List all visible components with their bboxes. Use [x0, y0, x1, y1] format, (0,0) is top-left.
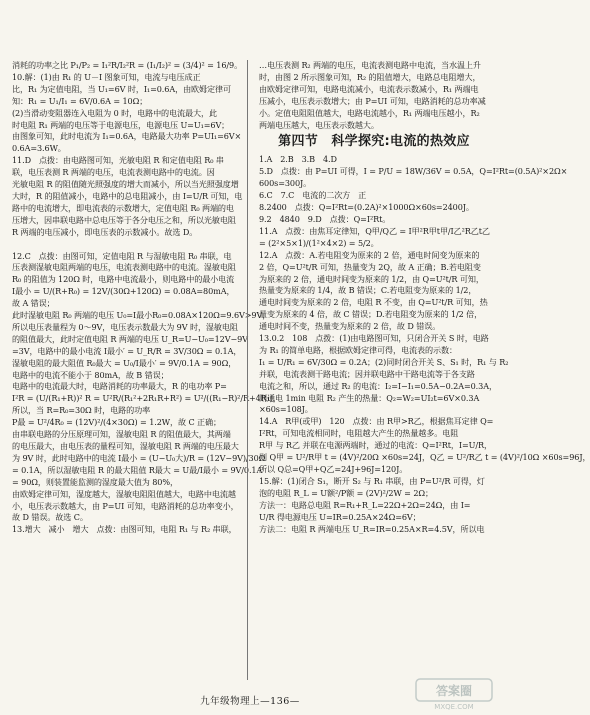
text-line: 此时湿敏电阻 R₀ 两端的电压 U₀=I最小R₀=0.08A×120Ω=9.6V>9V， — [12, 310, 271, 321]
text-line: 所以，当 R=R₀=30Ω 时，电路的功率 — [12, 405, 151, 416]
text-line: 11.D 点拨：由电路图可知，光敏电阻 R 和定值电阻 R₀ 串 — [12, 155, 224, 166]
text-line: 通电时间变为原来的 2 倍，电阻 R 不变，由 Q=U²t/R 可知，热 — [259, 297, 488, 308]
text-line: 13.0.2 108 点拨：(1)由电路图可知，只闭合开关 S 时，电路 — [259, 333, 489, 344]
text-line: 由图象可知，此时电流为 I₁=0.6A，电路最大功率 P=UI₁=6V× — [12, 131, 242, 142]
text-line: 湿敏电阻的最大阻值 R₀最大 = U₀/I最小′ = 9V/0.1A = 90Ω， — [12, 357, 237, 368]
text-line: 为原来的 2 倍，通电时间变为原来的 1/2，由 Q=U²t/R 可知， — [259, 273, 484, 284]
text-line: 所以电压表量程为 0～9V，电压表示数最大为 9V 时，湿敏电阻 — [12, 321, 238, 332]
text-line: 电流之和，所以，通过 R₂ 的电流：I₂=I−I₁=0.5A−0.2A=0.3A， — [259, 380, 497, 391]
text-line: 消耗的功率之比 P₁/P₂ = I₁²R/I₂²R = (I₁/I₂)² = (3/4)² = 16/9。 — [12, 60, 243, 70]
text-line: 由欧姆定律可知，电路电流减小，电流表示数减小，R₁ 两端电 — [259, 83, 479, 94]
text-line: 故 A 错误； — [12, 298, 55, 309]
text-line: 12.A 点拨：A.若电阻变为原来的 2 倍，通电时间变为原来的 — [259, 249, 480, 260]
text-line: R甲 与 R乙 并联在电源两端时，通过的电流：Q=I²Rt，I=U/R， — [259, 440, 493, 451]
text-line: 比，R₁ 为定值电阻，当 U₁=6V 时，I₁=0.6A，由欧姆定律可 — [12, 83, 232, 94]
text-line: 8.2400 点拨：Q=I²Rt=(0.2A)²×1000Ω×60s=2400J。 — [259, 202, 474, 213]
text-line: 的阻值最大，此时定值电阻 R 两端的电压 U_R=U−U₀=12V−9V — [12, 333, 248, 344]
text-line: 联，电压表测 R 两端的电压，电流表测电路中的电流。因 — [12, 167, 215, 178]
text-line: 时电阻 R₁ 两端的电压等于电源电压，电源电压 U=U₁=6V； — [12, 119, 230, 130]
text-line: 方法一：电路总电阻 R=R₁+R_L=22Ω+2Ω=24Ω，由 I= — [259, 499, 471, 510]
text-line: 则 Q甲 = U²/R甲 t = (4V)²/20Ω ×60s=24J，Q乙 = U²/R乙 t = (4V)²/10Ω ×60s=96J， — [259, 452, 590, 463]
text-line: 14.A R甲(或甲) 120 点拨：由 R甲>R乙，根据焦耳定律 Q= — [259, 416, 494, 427]
text-line: 2 倍，Q=U²t/R 可知，热量变为 2Q，故 A 正确；B.若电阻变 — [259, 261, 481, 272]
text-line: 1.A 2.B 3.B 4.D — [259, 154, 337, 165]
text-line: 热量变为原来的 1/4，故 B 错误；C.若电阻变为原来的 1/2， — [259, 285, 477, 296]
text-line: I₁ = U/R₁ = 6V/30Ω = 0.2A；(2)同时闭合开关 S、S₁ 时，R₁ 与 R₂ — [259, 356, 509, 367]
text-line: 量变为原来的 4 倍，故 C 错误；D.若电阻变为原来的 1/2 倍， — [259, 309, 483, 320]
text-line: 由串联电路的分压原理可知，湿敏电阻 R 的阻值最大，其两端 — [12, 429, 231, 440]
text-line: 压表测湿敏电阻两端的电压，电流表测电路中的电流。湿敏电阻 — [12, 262, 236, 273]
text-line: 小。定值电阻阻值越大，电路电流越小，R₁ 两端电压越小，R₂ — [259, 107, 480, 118]
svg-text:MXQE.COM: MXQE.COM — [434, 703, 474, 711]
text-line: 13.增大 减小 增大 点拨：由图可知，电阻 R₁ 与 R₂ 串联， — [12, 524, 237, 535]
text-line: 压减小，电压表示数增大；由 P=UI 可知，电路消耗的总功率减 — [259, 95, 486, 106]
text-line: U/R 得电源电压 U=IR=0.25A×24Ω=6V； — [259, 511, 421, 522]
text-line: 为 9V 时，此时电路中的电流 I最小 = (U−U₀大)/R = (12V−9V)/30Ω — [12, 452, 266, 463]
text-line: 11.A 点拨：由焦耳定律知，Q甲/Q乙 = I甲²R甲t甲/I乙²R乙t乙 — [259, 225, 490, 236]
text-line: 路中的电流增大，即电流表的示数增大，定值电阻 R₀ 两端的电 — [12, 202, 234, 213]
text-line: 的电压最大，由电压表的量程可知，湿敏电阻 R 两端的电压最大 — [12, 441, 239, 451]
text-line: = (2²×5×1)/(1²×4×2) = 5/2。 — [259, 237, 379, 248]
text-line: 两端电压越大，电压表示数越大。 — [259, 119, 379, 130]
text-line: 方法二：电阻 R 两端电压 U_R=IR=0.25A×R=4.5V，所以电 — [259, 523, 485, 534]
svg-text:答案圈: 答案圈 — [435, 684, 473, 698]
text-line: 光敏电阻 R 的阻值随光照强度的增大而减小，所以当光照强度增 — [12, 179, 239, 190]
text-line: = 0.1A，所以湿敏电阻 R 的最大阻值 R最大 = U最/I最小 = 9V/0.1A — [12, 464, 263, 475]
text-line: R 两端的电压减小，即电压表的示数减小。故选 D。 — [12, 226, 198, 237]
text-line: …电压表测 R₂ 两端的电压，电流表测电路中电流，当水温上升 — [259, 60, 481, 70]
text-line: 泡的电阻 R_L = U额²/P额 = (2V)²/2W = 2Ω； — [259, 487, 433, 498]
watermark-logo — [414, 676, 494, 712]
text-line: P最 = U²/4R₀ = (12V)²/(4×30Ω) = 1.2W，故 C 正确； — [12, 417, 221, 428]
text-line — [12, 239, 240, 251]
right-column-top-text — [259, 60, 489, 131]
text-line: 0.6A=3.6W。 — [12, 143, 66, 154]
text-line: 10.解：(1)由 R₁ 的 U－I 图象可知，电流与电压成正 — [12, 71, 201, 82]
text-line: 9.2 4840 9.D 点拨：Q=I²Rt。 — [259, 213, 391, 224]
text-line: 电路中的电流不能小于 80mA，故 B 错误； — [12, 369, 169, 380]
text-line: 600s=300J。 — [259, 178, 312, 189]
text-line: 并联，电流表测干路电流；因并联电路中干路电流等于各支路 — [259, 368, 475, 379]
column-divider — [247, 60, 248, 680]
text-line: 5.D 点拨：由 P=UI 可得，I = P/U = 18W/36V = 0.5A，Q=I²Rt=(0.5A)²×2Ω× — [259, 166, 568, 177]
text-line: 故 D 错误。故选 C。 — [12, 512, 88, 523]
text-line: 知：R₁ = U₁/I₁ = 6V/0.6A = 10Ω； — [12, 95, 148, 106]
text-line: R₀ 的阻值为 120Ω 时，电路中电流最小，则电路中的最小电流 — [12, 274, 235, 285]
text-line: I²R = (U/(R₁+R))² R = U²R/(R₁²+2R₁R+R²) = U²/((R₁−R)²/R+4R₁)， — [12, 393, 281, 404]
text-line: ×60s=108J。 — [259, 404, 313, 415]
text-line: 为 R₁ 的简单电路，根据欧姆定律可得，电流表的示数： — [259, 344, 457, 355]
right-column — [259, 60, 590, 680]
text-line: 则通电 1min 电阻 R₂ 产生的热量：Q₂=W₂=UI₂t=6V×0.3A — [259, 392, 480, 403]
text-line: 12.C 点拨：由图可知，定值电阻 R 与湿敏电阻 R₀ 串联，电 — [12, 250, 232, 261]
text-line: 小，电压表示数越大，由 P=UI 可知，电路消耗的总功率变小， — [12, 500, 239, 511]
left-column — [12, 60, 281, 680]
text-line: 6.C 7.C 电流的二次方 正 — [259, 190, 367, 201]
text-line: 电路中的电流最大时，电路消耗的功率最大，R 的电功率 P= — [12, 381, 227, 392]
text-line: I最小 = U/(R+R₀) = 12V/(30Ω+120Ω) = 0.08A=80mA， — [12, 286, 235, 297]
right-column-bottom-text — [259, 154, 590, 535]
text-line: 大时，R 的阻值减小，电路中的总电阻减小，由 I=U/R 可知，电 — [12, 190, 243, 201]
text-line: = 90Ω，则装置能监测的湿度最大值为 80%， — [12, 476, 178, 487]
text-line: (2)当滑动变阻器连入电阻为 0 时，电路中的电流最大，此 — [12, 107, 218, 118]
page-footer: 九年级物理上—136— — [200, 696, 300, 707]
text-line: 通电时间不变，热量变为原来的 2 倍，故 D 错误。 — [259, 321, 441, 332]
text-line: I²Rt，可知电流相同时，电阻越大产生的热量越多。电阻 — [259, 428, 459, 439]
section-title: 第四节 科学探究:电流的热效应 — [278, 134, 470, 150]
text-line: 压增大，因串联电路中总电压等于各分电压之和，所以光敏电阻 — [12, 214, 236, 225]
text-line: 时，由图 2 所示图象可知，R₂ 的阻值增大，电路总电阻增大， — [259, 71, 481, 82]
text-line: =3V，电路中的最小电流 I最小′ = U_R/R = 3V/30Ω = 0.1A， — [12, 345, 242, 356]
text-line: 由欧姆定律可知，湿度越大，湿敏电阻阻值越大，电路中电流越 — [12, 488, 236, 499]
text-line: 所以 Q总=Q甲+Q乙=24J+96J=120J。 — [259, 464, 408, 474]
text-line: 15.解：(1)闭合 S₁，断开 S₂ 与 R₁ 串联，由 P=U²/R 可得，灯 — [259, 475, 485, 486]
